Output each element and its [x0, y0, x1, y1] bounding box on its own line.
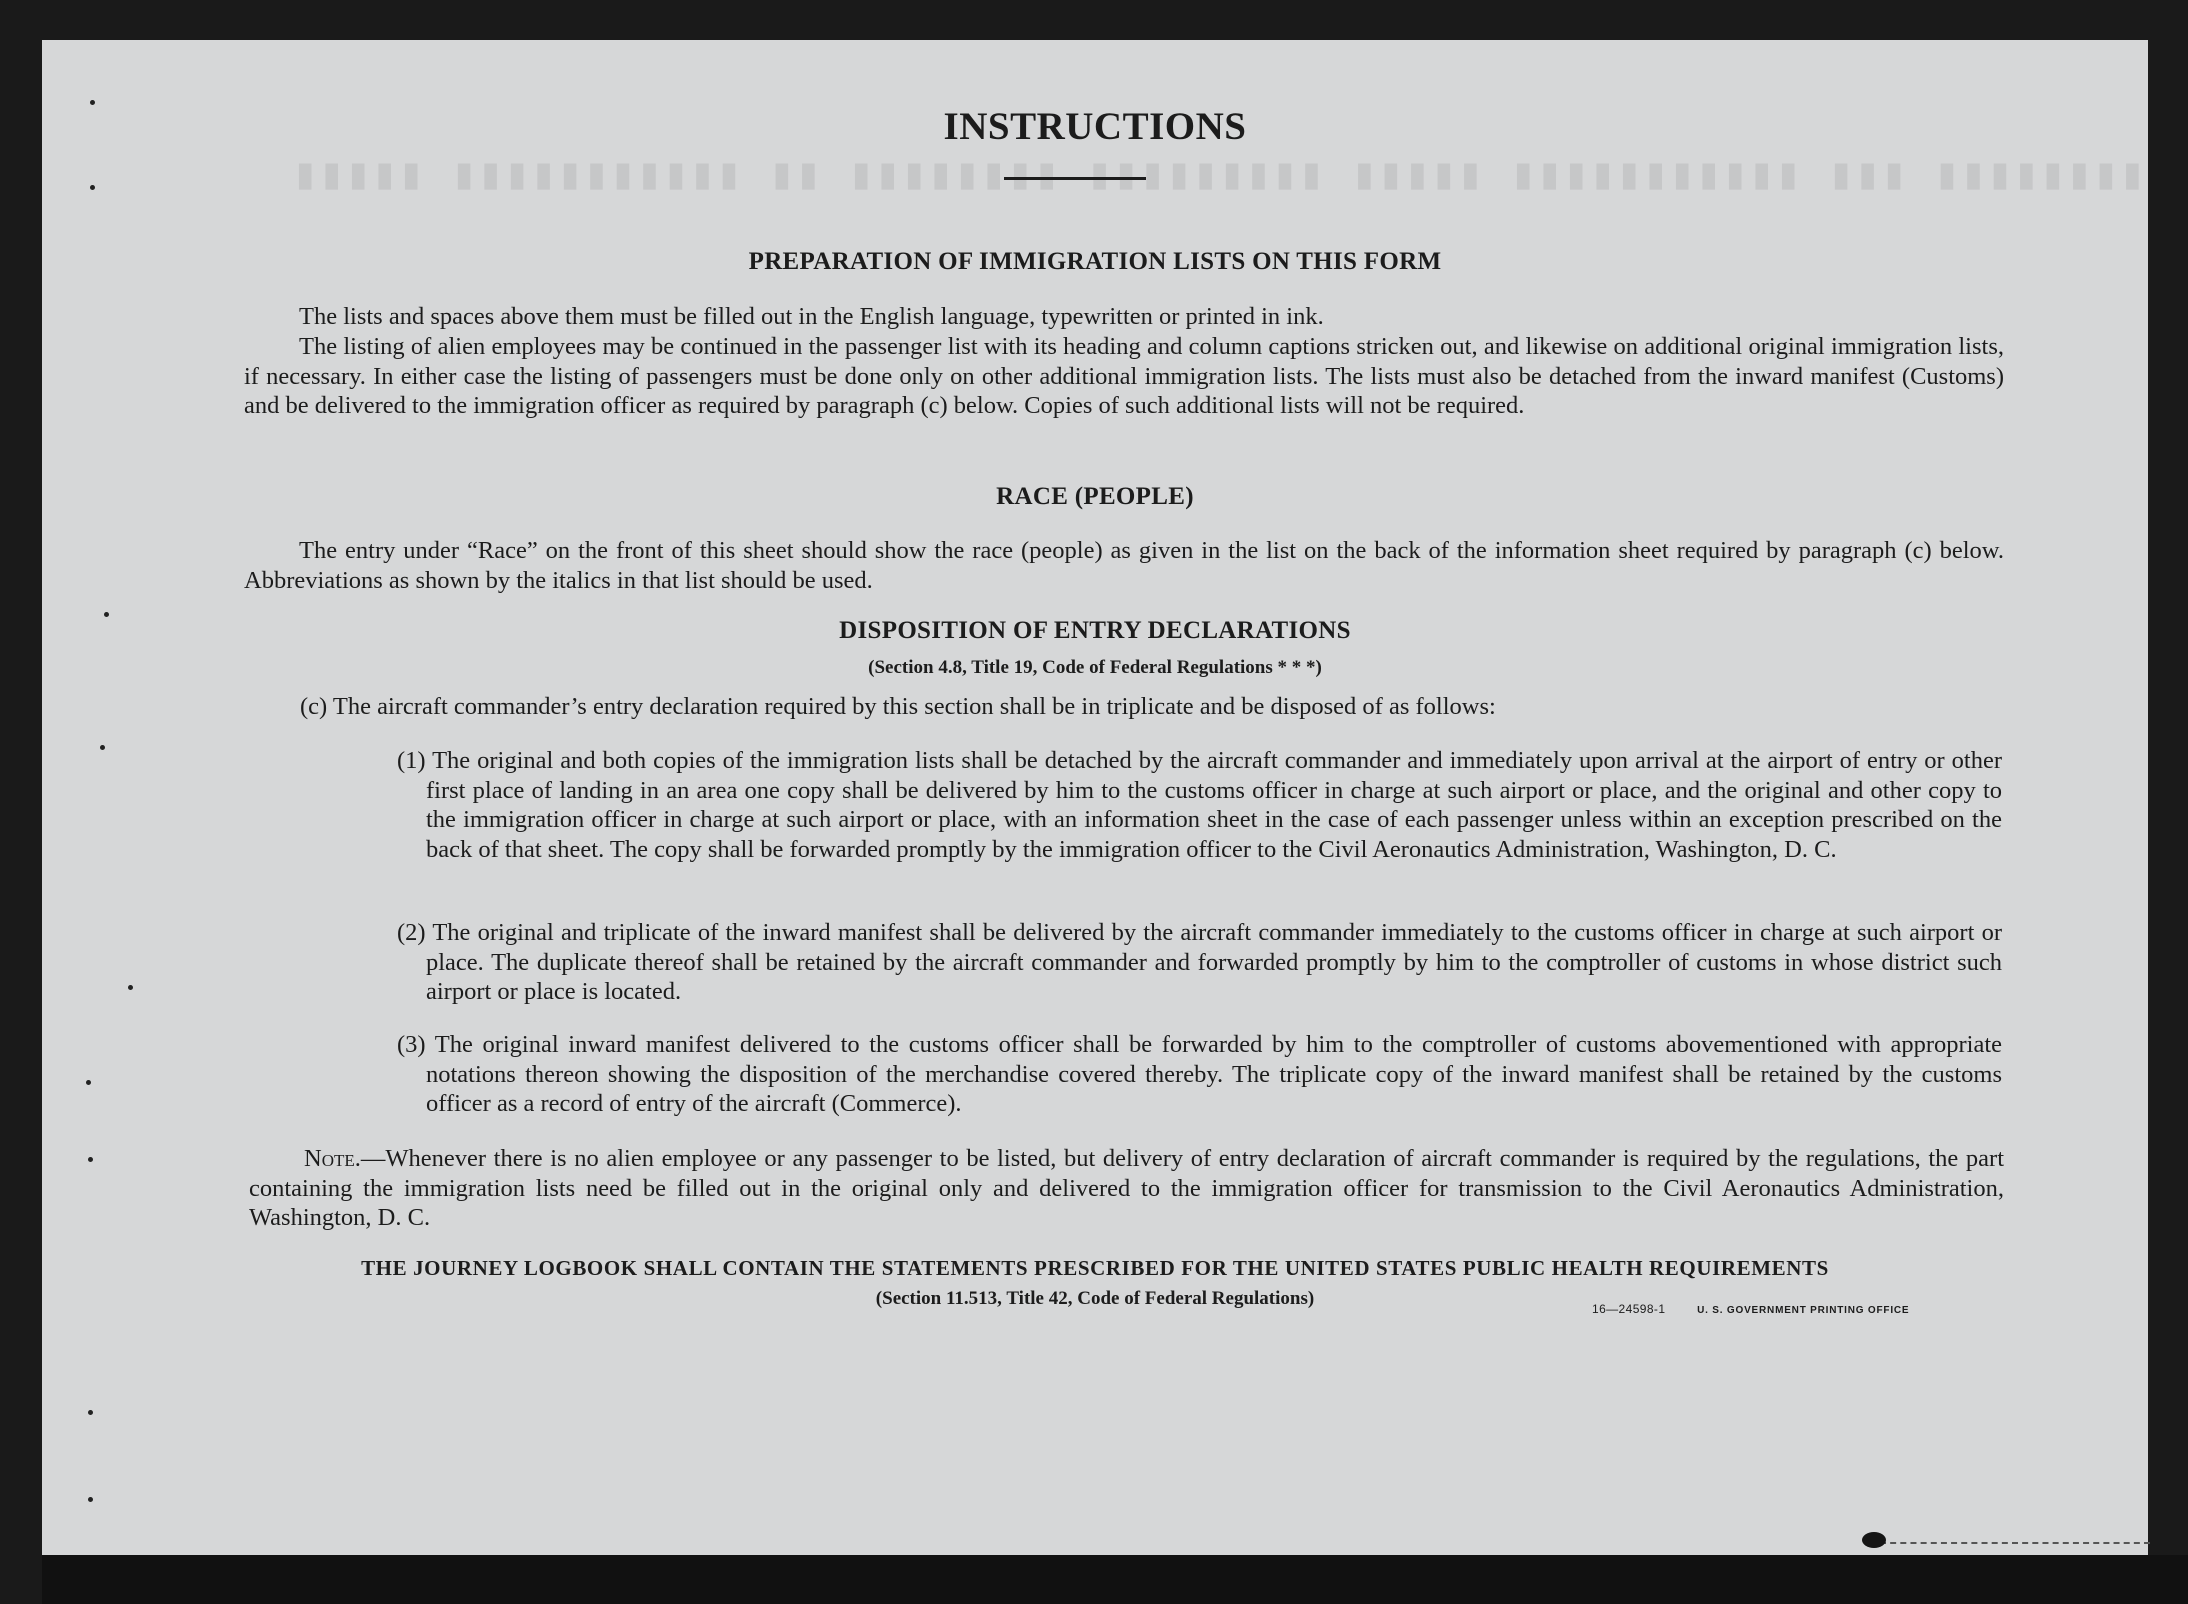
list-item-2-text	[354, 918, 2002, 1007]
instructions-content	[42, 40, 2148, 1555]
page-title: INSTRUCTIONS	[943, 105, 1247, 148]
heading-preparation: PREPARATION OF IMMIGRATION LISTS ON THIS FORM	[748, 248, 1442, 275]
paragraph-preparation-1: The lists and spaces above them must be filled out in the English language, typewritten or printed in ink.	[299, 303, 1324, 330]
list-item-3-text	[354, 1030, 2002, 1119]
binding-hole	[90, 100, 95, 105]
note-text: —Whenever there is no alien employee or any passenger to be listed, but delivery of entry declaration of aircraft commander is required by the regulations, the part containing the immigration lists need be filled out in the original only and delivered to the immigration officer for transmission to the Civil Aeronautics Administration, Washington, D. C.	[249, 1145, 2004, 1231]
heading-disposition: DISPOSITION OF ENTRY DECLARATIONS	[839, 617, 1351, 644]
health-requirements-citation: (Section 11.513, Title 42, Code of Federal Regulations)	[875, 1288, 1315, 1309]
binding-hole	[100, 745, 105, 750]
list-item-1	[354, 746, 2002, 864]
list-item-3	[354, 1030, 2002, 1119]
scan-border	[42, 1555, 2188, 1604]
printer-imprint	[1592, 1302, 1909, 1316]
form-number: 16—24598-1	[1592, 1302, 1666, 1316]
list-item-2-number: (2)	[397, 919, 426, 946]
heading-race: RACE (PEOPLE)	[996, 483, 1194, 510]
binding-hole	[88, 1410, 93, 1415]
list-item-3-body: The original inward manifest delivered to the customs officer shall be forwarded by him to the comptroller of customs abovementioned with appropriate notations thereon showing the disposition of the merchandise covered thereby. The triplicate copy of the inward manifest shall be retained by the customs officer as a record of entry of the aircraft (Commerce).	[426, 1031, 2003, 1117]
ink-blot	[1862, 1532, 1886, 1548]
title-underline	[1004, 177, 1146, 180]
printing-office: U. S. GOVERNMENT PRINTING OFFICE	[1697, 1305, 1910, 1316]
paragraph-preparation-2: The listing of alien employees may be continued in the passenger list with its heading and column captions stricken out, and likewise on additional original immigration lists, if necessary. In either case the listing of passengers must be done only on other additional immigration lists. The lists must also be detached from the inward manifest (Customs) and be delivered to the immigration officer as required by paragraph (c) below. Copies of such additional lists will not be required.	[244, 333, 2004, 419]
citation-disposition: (Section 4.8, Title 19, Code of Federal Regulations * * *)	[868, 657, 1322, 678]
binding-hole	[88, 1157, 93, 1162]
document-page	[42, 40, 2148, 1555]
list-item-2-body: The original and triplicate of the inward manifest shall be delivered by the aircraft commander immediately to the customs officer in charge at such airport or place. The duplicate thereof shall be retained by the aircraft commander and forwarded promptly by him to the comptroller of customs in whose district such airport or place is located.	[426, 919, 2002, 1005]
binding-hole	[128, 985, 133, 990]
binding-hole	[90, 185, 95, 190]
bleed-through-text: ▮▮▮▮▮ ▮▮▮▮▮▮▮▮▮▮▮ ▮▮ ▮▮▮▮▮▮▮▮ ▮▮▮▮▮▮▮▮▮ ▮▮▮▮▮ ▮▮▮▮▮▮▮▮▮▮▮ ▮▮▮ ▮▮▮▮▮▮▮▮	[292, 152, 2146, 202]
binding-hole	[86, 1080, 91, 1085]
perforation-line	[1880, 1542, 2150, 1544]
paragraph-c-intro: (c) The aircraft commander’s entry declaration required by this section shall be in triplicate and be disposed of as follows:	[300, 693, 1496, 720]
binding-hole	[104, 612, 109, 617]
list-item-1-body: The original and both copies of the immigration lists shall be detached by the aircraft commander and immediately upon arrival at the airport of entry or other first place of landing in an area one copy shall be delivered by him to the customs officer in charge at such airport or place, and the original and other copy to the immigration officer in charge at such airport or place, with an information sheet in the case of each passenger unless within an exception prescribed on the back of that sheet. The copy shall be forwarded promptly by the immigration officer to the Civil Aeronautics Administration, Washington, D. C.	[426, 747, 2002, 863]
list-item-1-number: (1)	[397, 747, 426, 774]
binding-hole	[88, 1497, 93, 1502]
health-requirements-statement: THE JOURNEY LOGBOOK SHALL CONTAIN THE STATEMENTS PRESCRIBED FOR THE UNITED STATES PUBLIC HEALTH REQUIREMENTS	[361, 1256, 1829, 1280]
paragraph-race: The entry under “Race” on the front of this sheet should show the race (people) as given in the list on the back of the information sheet required by paragraph (c) below. Abbreviations as shown by the italics in that list should be used.	[244, 537, 2004, 594]
list-item-3-number: (3)	[397, 1031, 426, 1058]
list-item-1-text	[354, 746, 2002, 864]
note-label: Note.	[304, 1145, 361, 1172]
note-paragraph	[249, 1144, 2004, 1233]
list-item-2	[354, 918, 2002, 1007]
